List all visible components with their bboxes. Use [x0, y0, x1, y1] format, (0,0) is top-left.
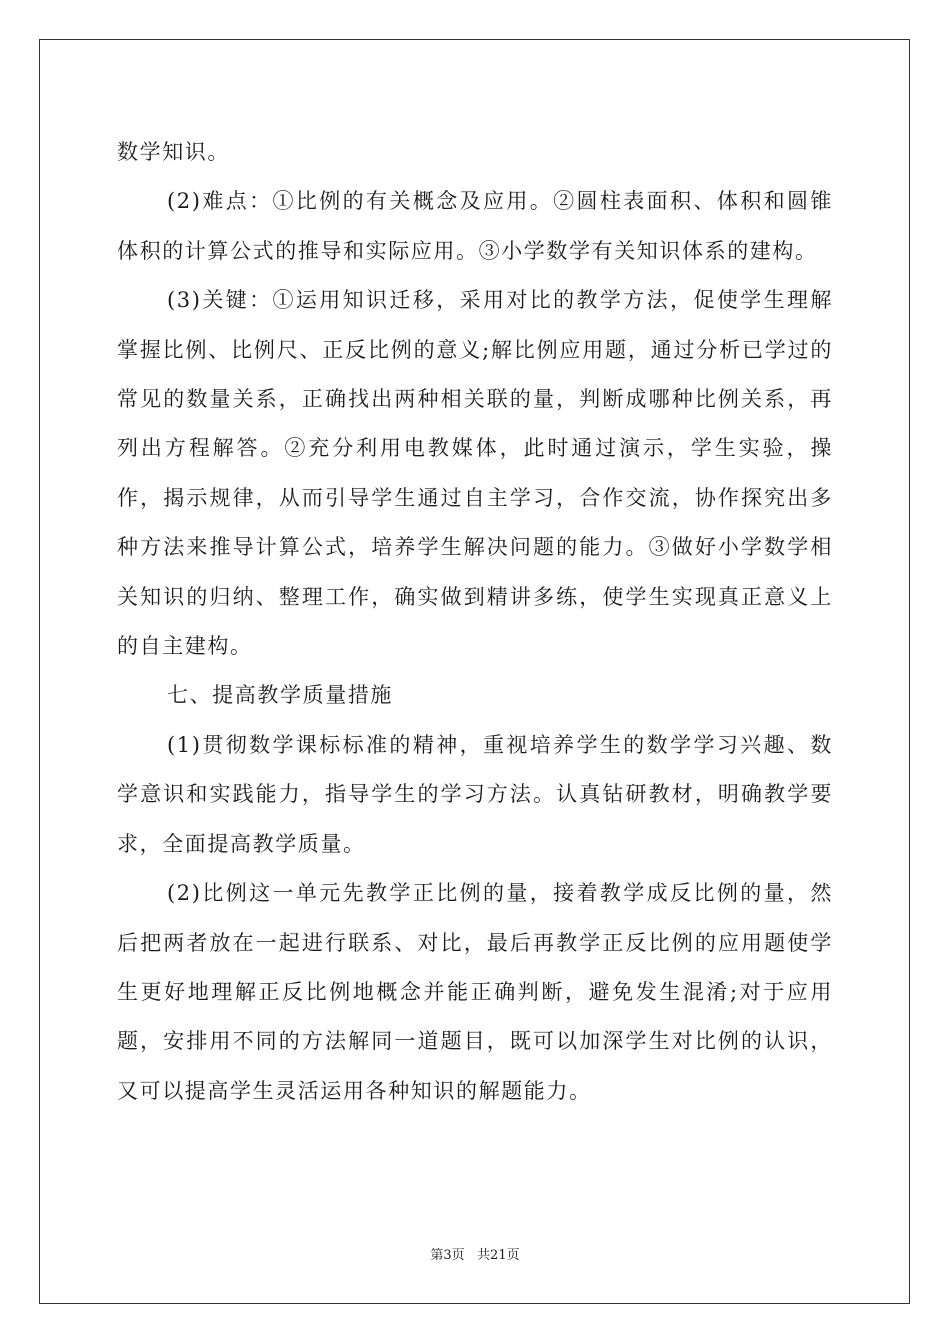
document-body [117, 128, 833, 1116]
section-heading: 七、提高教学质量措施 [167, 683, 393, 708]
paragraph-2: (2)难点：①比例的有关概念及应用。②圆柱表面积、体积和圆锥体积的计算公式的推导和实际应用。③小学数学有关知识体系的建构。 [117, 189, 833, 263]
page-footer: 第3页 共21页 [430, 1248, 520, 1263]
paragraph-3: (3)关键：①运用知识迁移，采用对比的教学方法，促使学生理解掌握比例、比例尺、正反比例的意义;解比例应用题，通过分析已学过的常见的数量关系，正确找出两种相关联的量，判断成哪种比例关系，再列出方程解答。②充分利用电教媒体，此时通过演示，学生实验，操作，揭示规律，从而引导学生通过自主学习，合作交流，协作探究出多种方法来推导计算公式，培养学生解决问题的能力。③做好小学数学相关知识的归纳、整理工作，确实做到精讲多练，使学生实现真正意义上的自主建构。 [117, 288, 833, 659]
paragraph-5: (2)比例这一单元先教学正比例的量，接着教学成反比例的量，然后把两者放在一起进行联系、对比，最后再教学正反比例的应用题使学生更好地理解正反比例地概念并能正确判断，避免发生混淆;对于应用题，安排用不同的方法解同一道题目，既可以加深学生对比例的认识，又可以提高学生灵活运用各种知识的解题能力。 [117, 881, 833, 1103]
paragraph-1: 数学知识。 [117, 140, 230, 164]
paragraph-4: (1)贯彻数学课标标准的精神，重视培养学生的数学学习兴趣、数学意识和实践能力，指导学生的学习方法。认真钻研教材，明确教学要求，全面提高教学质量。 [117, 732, 833, 856]
